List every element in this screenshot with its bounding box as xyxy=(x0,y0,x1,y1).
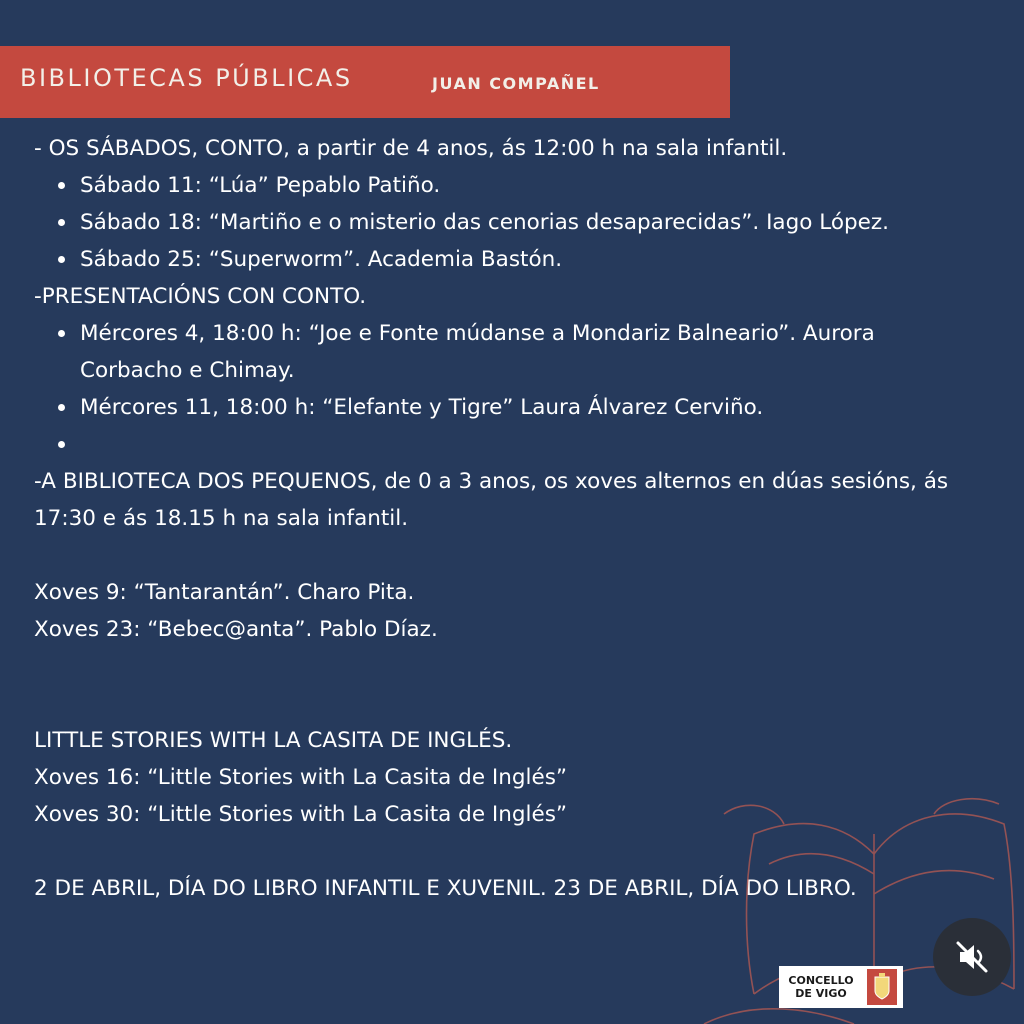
header-subtitle: JUAN COMPAÑEL xyxy=(432,74,600,93)
post-content xyxy=(34,130,964,907)
logo-text: CONCELLO DE VIGO xyxy=(788,974,854,1000)
list-item: Sábado 25: “Superworm”. Academia Bastón. xyxy=(34,241,964,278)
spacer xyxy=(34,537,964,574)
list-item-empty xyxy=(34,426,964,463)
section-pequenos: -A BIBLIOTECA DOS PEQUENOS, de 0 a 3 anos, os xoves alternos en dúas sesións, ás 17:30 e ás 18.15 h na sala infantil. xyxy=(34,469,949,531)
header-title: BIBLIOTECAS PÚBLICAS xyxy=(20,64,353,92)
pequenos-line: Xoves 9: “Tantarantán”. Charo Pita. xyxy=(34,580,415,605)
concello-logo xyxy=(779,966,903,1008)
little-line: Xoves 16: “Little Stories with La Casita de Inglés” xyxy=(34,765,568,790)
list-item: Sábado 11: “Lúa” Pepablo Patiño. xyxy=(34,167,964,204)
list-item: Mércores 4, 18:00 h: “Joe e Fonte múdanse a Mondariz Balneario”. Aurora Corbacho e Chimay. xyxy=(34,315,920,389)
speaker-muted-icon xyxy=(952,937,992,977)
little-line: Xoves 30: “Little Stories with La Casita de Inglés” xyxy=(34,802,568,827)
coat-of-arms-icon xyxy=(867,969,897,1005)
spacer xyxy=(34,833,964,870)
section-sabados: - OS SÁBADOS, CONTO, a partir de 4 anos, ás 12:00 h na sala infantil. xyxy=(34,136,788,161)
section-little: LITTLE STORIES WITH LA CASITA DE INGLÉS. xyxy=(34,728,513,753)
section-presentacions: -PRESENTACIÓNS CON CONTO. xyxy=(34,284,367,309)
presentacions-list xyxy=(34,315,964,463)
list-item: Sábado 18: “Martiño e o misterio das cenorias desaparecidas”. Iago López. xyxy=(34,204,920,241)
list-item: Mércores 11, 18:00 h: “Elefante y Tigre” Laura Álvarez Cerviño. xyxy=(34,389,964,426)
mute-button[interactable] xyxy=(933,918,1011,996)
sabados-list xyxy=(34,167,964,278)
pequenos-line: Xoves 23: “Bebec@anta”. Pablo Díaz. xyxy=(34,617,438,642)
spacer xyxy=(34,648,964,722)
closing-text: 2 DE ABRIL, DÍA DO LIBRO INFANTIL E XUVENIL. 23 DE ABRIL, DÍA DO LIBRO. xyxy=(34,876,857,901)
